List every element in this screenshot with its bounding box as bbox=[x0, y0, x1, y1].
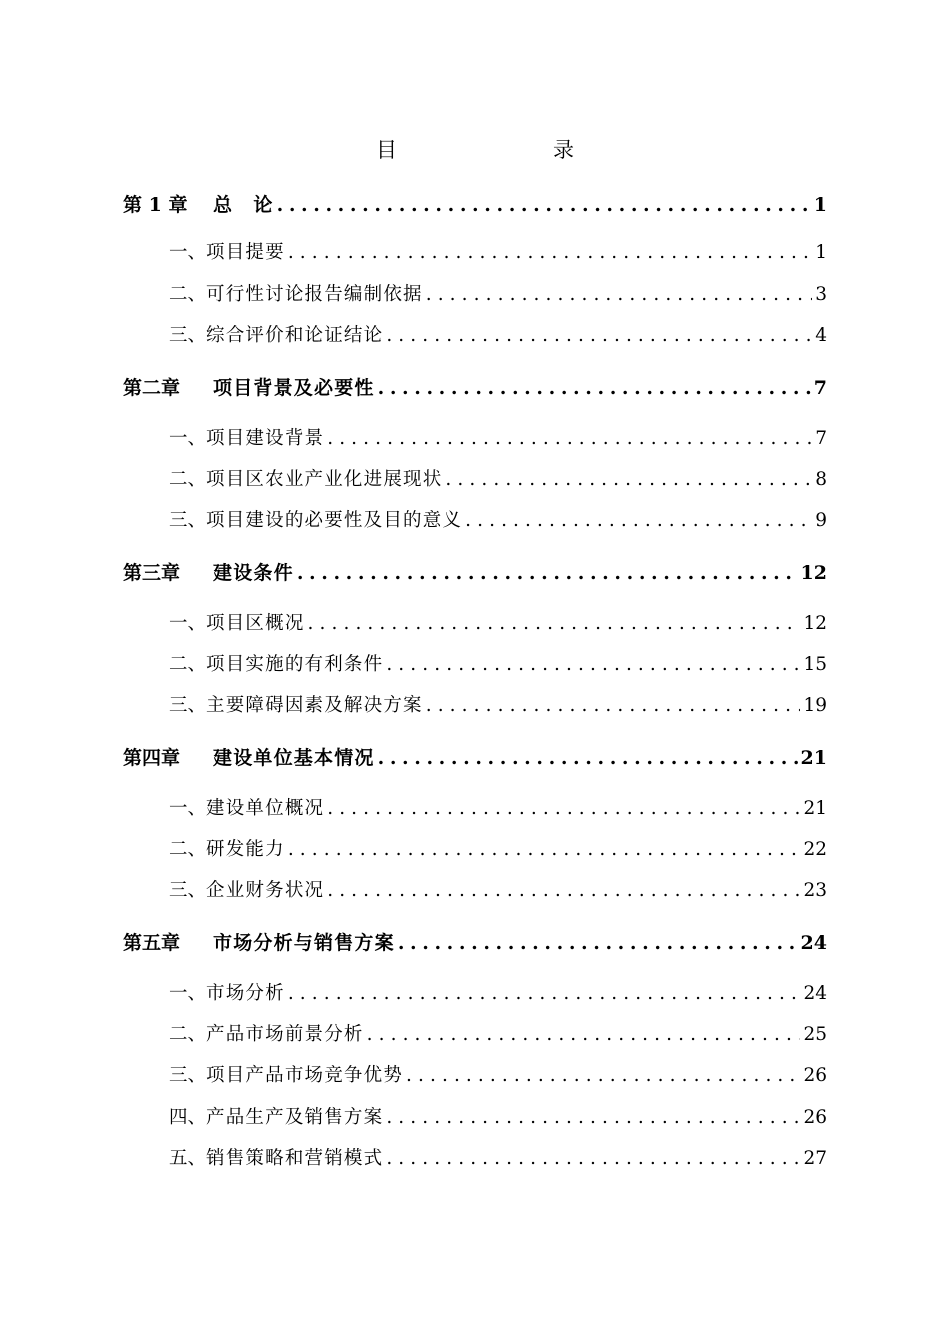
toc-page-number: 12 bbox=[803, 613, 827, 634]
toc-chapter-entry bbox=[123, 558, 827, 584]
toc-entry-number: 一、 bbox=[169, 983, 207, 1004]
toc-page-number: 24 bbox=[800, 932, 827, 954]
toc-entry-label: 产品生产及销售方案 bbox=[206, 1107, 384, 1128]
toc-leader-dots bbox=[378, 747, 798, 769]
toc-entry-label: 可行性讨论报告编制依据 bbox=[206, 284, 423, 305]
toc-page-number: 4 bbox=[815, 325, 827, 346]
toc-entry-number: 四、 bbox=[169, 1107, 207, 1128]
toc-entry-number: 二、 bbox=[169, 654, 207, 675]
toc-section-entry bbox=[169, 321, 827, 347]
toc-entry-number: 五、 bbox=[169, 1148, 207, 1169]
toc-leader-dots bbox=[386, 325, 812, 346]
toc-leader-dots bbox=[367, 1024, 801, 1045]
toc-entry-label: 主要障碍因素及解决方案 bbox=[206, 695, 423, 716]
toc-entry-label: 建设条件 bbox=[213, 562, 294, 584]
toc-entry-label: 项目区农业产业化进展现状 bbox=[206, 469, 443, 490]
toc-leader-dots bbox=[277, 194, 811, 216]
toc-page-number: 1 bbox=[813, 194, 827, 216]
toc-page-number: 23 bbox=[803, 880, 827, 901]
toc-section-entry bbox=[169, 1144, 827, 1170]
toc-leader-dots bbox=[327, 428, 812, 449]
toc-page-number: 21 bbox=[803, 798, 827, 819]
toc-page-number: 3 bbox=[815, 284, 827, 305]
toc-entry-label: 项目实施的有利条件 bbox=[206, 654, 384, 675]
toc-entry-number: 一、 bbox=[169, 798, 207, 819]
toc-entry-label: 总 论 bbox=[213, 194, 274, 216]
toc-page-number: 15 bbox=[803, 654, 827, 675]
toc-entry-label: 项目背景及必要性 bbox=[213, 377, 375, 399]
toc-entry-label: 建设单位基本情况 bbox=[213, 747, 375, 769]
toc-entry-label: 项目提要 bbox=[206, 242, 285, 263]
toc-leader-dots bbox=[288, 839, 801, 860]
toc-entry-number: 二、 bbox=[169, 469, 207, 490]
toc-entry-label: 项目产品市场竞争优势 bbox=[206, 1065, 404, 1086]
toc-entry-number: 二、 bbox=[169, 1024, 207, 1045]
toc-title: 目 录 bbox=[376, 138, 612, 162]
toc-section-entry bbox=[169, 465, 827, 491]
toc-leader-dots bbox=[378, 377, 811, 399]
toc-entry-label: 市场分析与销售方案 bbox=[213, 932, 395, 954]
toc-entry-label: 建设单位概况 bbox=[206, 798, 325, 819]
toc-section-entry bbox=[169, 1020, 827, 1046]
toc-page-number: 27 bbox=[803, 1148, 827, 1169]
toc-leader-dots bbox=[398, 932, 798, 954]
toc-entry-label: 市场分析 bbox=[206, 983, 285, 1004]
toc-page-number: 24 bbox=[803, 983, 827, 1004]
toc-leader-dots bbox=[386, 1148, 800, 1169]
toc-chapter-entry bbox=[123, 928, 827, 954]
toc-leader-dots bbox=[288, 983, 801, 1004]
toc-page-number: 19 bbox=[803, 695, 827, 716]
toc-entry-number: 第二章 bbox=[123, 377, 181, 399]
toc-page-number: 22 bbox=[803, 839, 827, 860]
toc-section-entry bbox=[169, 876, 827, 902]
toc-section-entry bbox=[169, 1061, 827, 1087]
toc-entry-label: 销售策略和营销模式 bbox=[206, 1148, 384, 1169]
toc-entry-number: 三、 bbox=[169, 880, 207, 901]
toc-chapter-entry bbox=[123, 743, 827, 769]
toc-entry-number: 第 1 章 bbox=[123, 194, 188, 216]
toc-page-number: 26 bbox=[803, 1107, 827, 1128]
toc-page-number: 25 bbox=[803, 1024, 827, 1045]
toc-chapter-entry bbox=[123, 373, 827, 399]
toc-entry-number: 三、 bbox=[169, 510, 207, 531]
toc-leader-dots bbox=[308, 613, 801, 634]
toc-entry-number: 二、 bbox=[169, 284, 207, 305]
toc-entry-label: 项目建设背景 bbox=[206, 428, 325, 449]
toc-leader-dots bbox=[327, 880, 800, 901]
toc-leader-dots bbox=[327, 798, 800, 819]
toc-section-entry bbox=[169, 609, 827, 635]
toc-entry-number: 一、 bbox=[169, 242, 207, 263]
toc-entry-number: 第五章 bbox=[123, 932, 181, 954]
toc-leader-dots bbox=[288, 242, 812, 263]
toc-section-entry bbox=[169, 424, 827, 450]
toc-entry-label: 产品市场前景分析 bbox=[206, 1024, 364, 1045]
toc-page-number: 9 bbox=[815, 510, 827, 531]
toc-entry-label: 企业财务状况 bbox=[206, 880, 325, 901]
toc-section-entry bbox=[169, 691, 827, 717]
toc-entry-number: 三、 bbox=[169, 1065, 207, 1086]
toc-entry-number: 一、 bbox=[169, 428, 207, 449]
toc-entry-label: 研发能力 bbox=[206, 839, 285, 860]
toc-leader-dots bbox=[386, 1107, 800, 1128]
toc-leader-dots bbox=[426, 695, 801, 716]
toc-section-entry bbox=[169, 794, 827, 820]
toc-section-entry bbox=[169, 979, 827, 1005]
toc-entry-number: 一、 bbox=[169, 613, 207, 634]
toc-page-number: 7 bbox=[813, 377, 827, 399]
toc-section-entry bbox=[169, 280, 827, 306]
toc-entry-number: 第四章 bbox=[123, 747, 181, 769]
toc-page-number: 7 bbox=[815, 428, 827, 449]
toc-section-entry bbox=[169, 650, 827, 676]
toc-section-entry bbox=[169, 506, 827, 532]
toc-entry-number: 二、 bbox=[169, 839, 207, 860]
toc-entry-label: 项目区概况 bbox=[206, 613, 305, 634]
toc-section-entry bbox=[169, 1103, 827, 1129]
toc-entry-label: 项目建设的必要性及目的意义 bbox=[206, 510, 463, 531]
toc-leader-dots bbox=[297, 562, 798, 584]
toc-leader-dots bbox=[386, 654, 800, 675]
toc-leader-dots bbox=[406, 1065, 800, 1086]
toc-entry-number: 三、 bbox=[169, 325, 207, 346]
toc-entry-number: 三、 bbox=[169, 695, 207, 716]
toc-section-entry bbox=[169, 238, 827, 264]
toc-section-entry bbox=[169, 835, 827, 861]
toc-page-number: 21 bbox=[800, 747, 827, 769]
toc-entry-number: 第三章 bbox=[123, 562, 181, 584]
toc-leader-dots bbox=[426, 284, 813, 305]
toc-leader-dots bbox=[445, 469, 812, 490]
toc-page-number: 26 bbox=[803, 1065, 827, 1086]
toc-leader-dots bbox=[465, 510, 812, 531]
toc-page-number: 1 bbox=[815, 242, 827, 263]
toc-page-number: 12 bbox=[800, 562, 827, 584]
toc-page-number: 8 bbox=[815, 469, 827, 490]
toc-entry-label: 综合评价和论证结论 bbox=[206, 325, 384, 346]
toc-chapter-entry bbox=[123, 190, 827, 216]
